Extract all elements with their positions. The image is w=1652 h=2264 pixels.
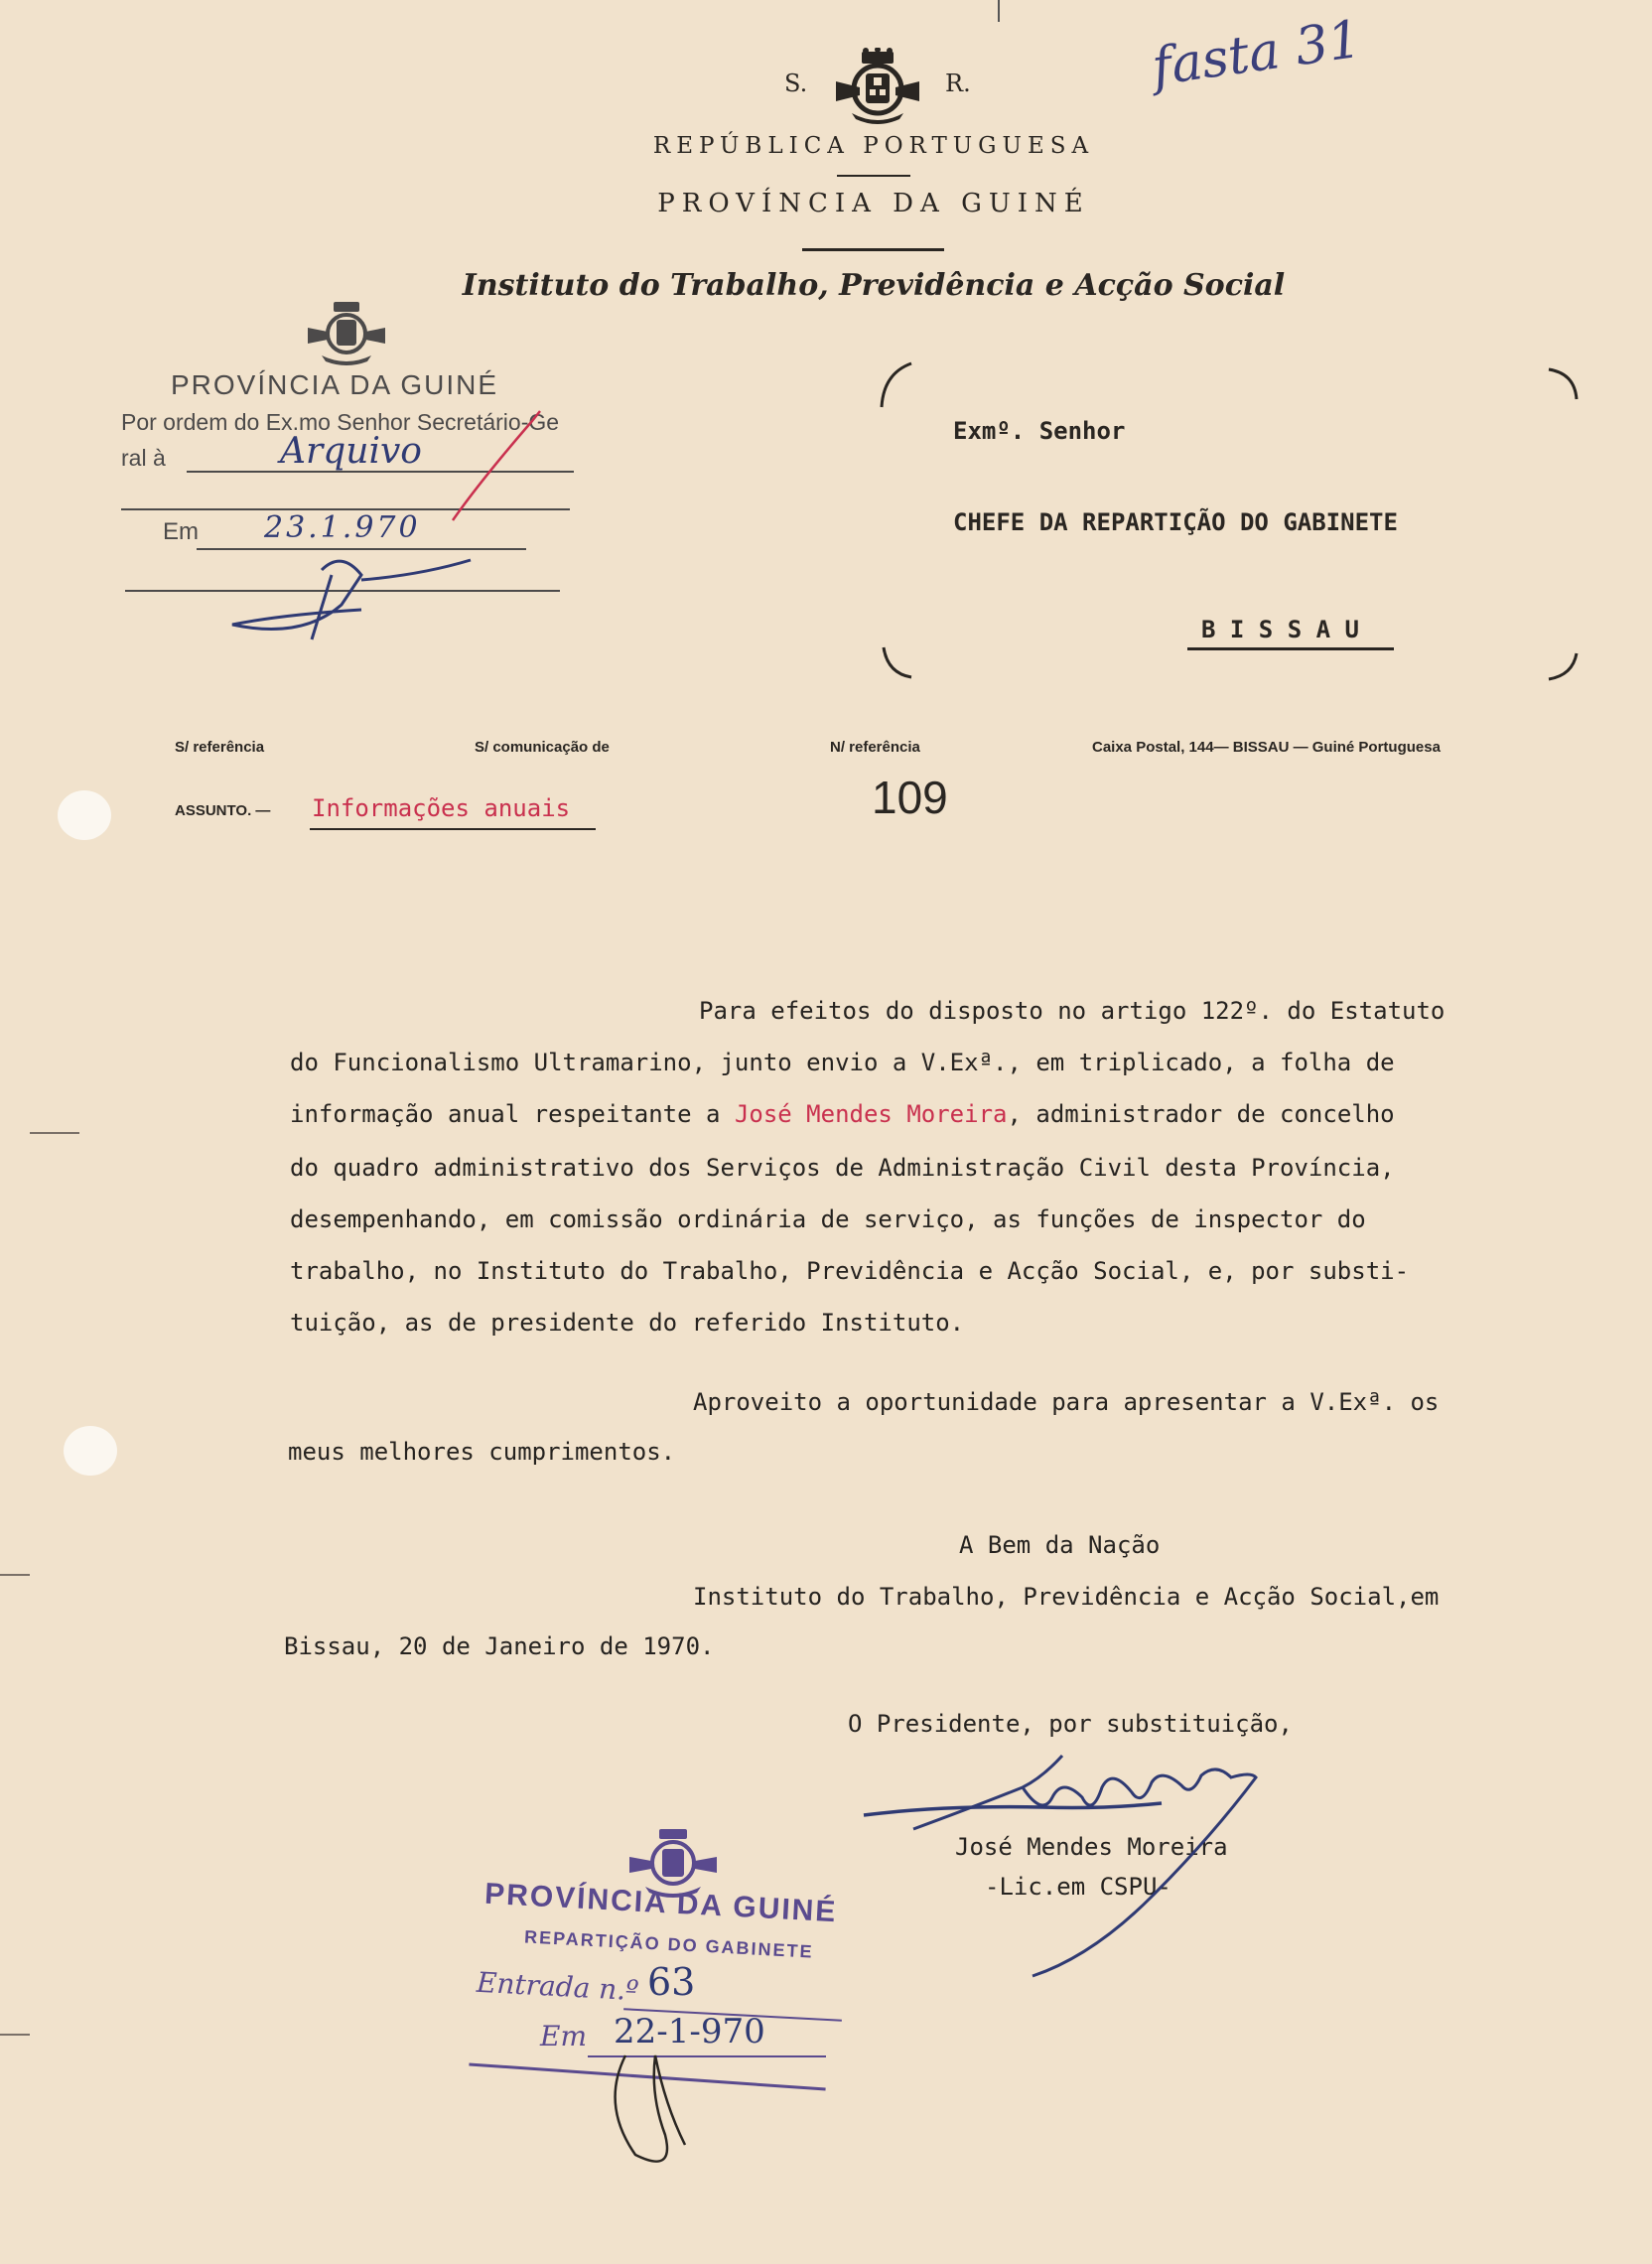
caixa-postal: Caixa Postal, 144— BISSAU — Guiné Portuguesa bbox=[1092, 739, 1441, 756]
margin-mark bbox=[0, 1574, 30, 1576]
body-line: tuição, as de presidente do referido Instituto. bbox=[290, 1309, 965, 1337]
r-letter: R. bbox=[945, 70, 971, 97]
body-line: desempenhando, em comissão ordinária de serviço, as funções de inspector do bbox=[290, 1205, 1366, 1233]
handwritten-date: 23.1.970 bbox=[264, 510, 421, 545]
body-line: do Funcionalismo Ultramarino, junto envio a V.Exª., em triplicado, a folha de bbox=[290, 1049, 1395, 1076]
stamp-order-line: ral à bbox=[121, 445, 166, 471]
stamp-date: 22-1-970 bbox=[614, 2012, 765, 2052]
addressee-city: B I S S A U bbox=[1201, 616, 1359, 643]
signatory-degree: -Lic.em CSPU- bbox=[985, 1873, 1171, 1901]
reference-number: 109 bbox=[872, 772, 948, 823]
ref-label-s-referencia: S/ referência bbox=[175, 739, 265, 756]
initials-signature bbox=[222, 401, 639, 649]
subject-underline bbox=[310, 828, 596, 830]
divider bbox=[837, 175, 910, 177]
stamp-province: PROVÍNCIA DA GUINÉ bbox=[171, 369, 499, 400]
salutation: Exmº. Senhor bbox=[953, 417, 1126, 445]
margin-mark bbox=[30, 1132, 79, 1134]
addressee-title: CHEFE DA REPARTIÇÃO DO GABINETE bbox=[953, 508, 1398, 536]
s-letter: S. bbox=[784, 70, 808, 97]
stamp-entry-label: Entrada n.º bbox=[476, 1965, 640, 2008]
stamp-entry-number: 63 bbox=[647, 1960, 696, 2004]
stamp-em-label: Em bbox=[540, 2020, 587, 2052]
subject-label: ASSUNTO. — bbox=[175, 802, 271, 819]
body-line: Para efeitos do disposto no artigo 122º. do Estatuto bbox=[699, 997, 1446, 1025]
coat-of-arms-icon bbox=[304, 300, 389, 365]
republic-title: REPÚBLICA PORTUGUESA bbox=[652, 133, 1095, 159]
body-text: , administrador de concelho bbox=[1007, 1100, 1395, 1128]
handwritten-destination: Arquivo bbox=[280, 431, 422, 472]
handwritten-signature bbox=[854, 1748, 1330, 1986]
institute-title: Instituto do Trabalho, Previdência e Acção Social bbox=[462, 268, 1286, 303]
signatory-name: José Mendes Moreira bbox=[955, 1833, 1228, 1861]
closing-motto: A Bem da Nação bbox=[959, 1531, 1161, 1559]
body-line: Aproveito a oportunidade para apresentar a V.Exª. os bbox=[693, 1388, 1440, 1416]
margin-mark bbox=[0, 2034, 30, 2036]
ref-label-n-referencia: N/ referência bbox=[830, 739, 920, 756]
coat-of-arms-icon bbox=[832, 48, 923, 125]
stamp-order-line: Por ordem do Ex.mo Senhor Secretário-Ge bbox=[121, 409, 560, 435]
closing-place: Instituto do Trabalho, Previdência e Acção Social,em bbox=[693, 1583, 1440, 1611]
stamp-em-label: Em bbox=[163, 518, 199, 545]
initials-signature bbox=[596, 2036, 715, 2175]
top-edge-mark bbox=[998, 0, 1000, 22]
punch-hole bbox=[64, 1426, 117, 1476]
handwritten-annotation: fasta 31 bbox=[1148, 9, 1365, 98]
closing-date: Bissau, 20 de Janeiro de 1970. bbox=[284, 1632, 715, 1660]
stamp-province: PROVÍNCIA DA GUINÉ bbox=[483, 1877, 839, 1929]
body-line: meus melhores cumprimentos. bbox=[288, 1438, 676, 1466]
body-line: do quadro administrativo dos Serviços de Administração Civil desta Província, bbox=[290, 1154, 1395, 1182]
subject-value: Informações anuais bbox=[312, 794, 571, 822]
ref-label-s-comunicacao: S/ comunicação de bbox=[475, 739, 610, 756]
body-line: trabalho, no Instituto do Trabalho, Previdência e Acção Social, e, por substi- bbox=[290, 1257, 1410, 1285]
body-text: informação anual respeitante a bbox=[290, 1100, 721, 1128]
divider bbox=[802, 248, 944, 251]
body-line bbox=[290, 1100, 1395, 1128]
province-title: PROVÍNCIA DA GUINÉ bbox=[657, 189, 1090, 218]
punch-hole bbox=[58, 790, 111, 840]
employee-name: José Mendes Moreira bbox=[734, 1100, 1008, 1128]
city-underline bbox=[1187, 647, 1394, 650]
stamp-department: REPARTIÇÃO DO GABINETE bbox=[523, 1926, 815, 1962]
closing-role: O Presidente, por substituição, bbox=[848, 1710, 1293, 1738]
